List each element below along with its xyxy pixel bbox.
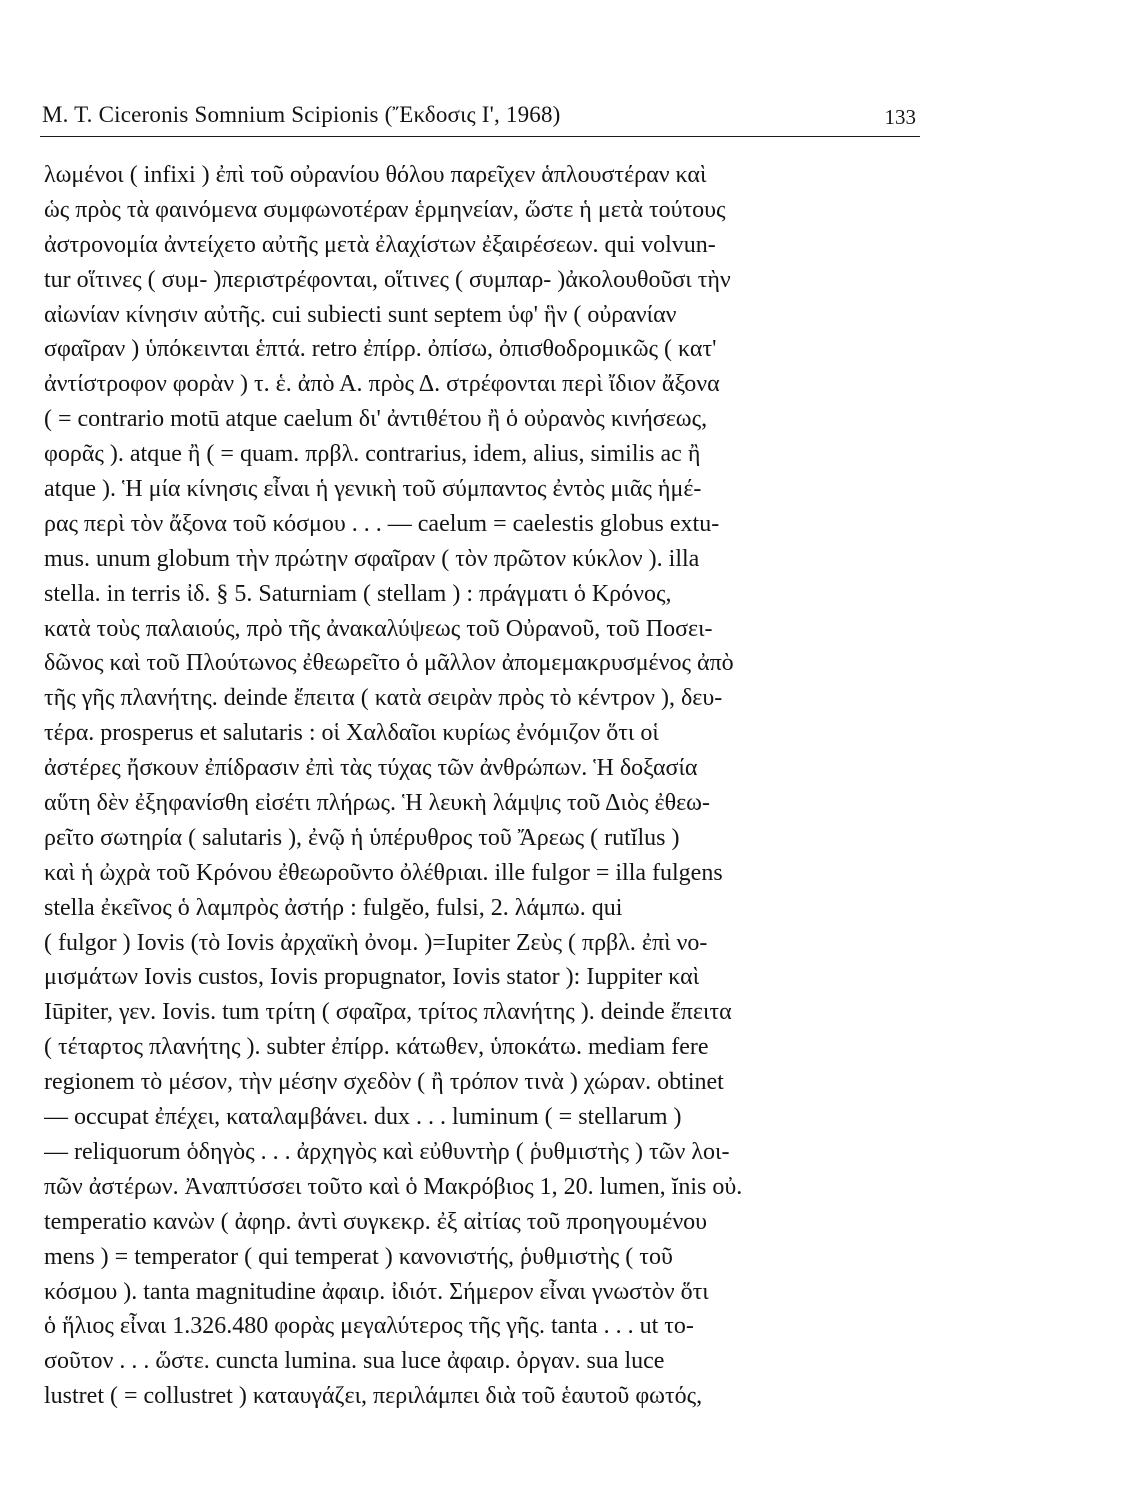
text-line: ( = contrario motū atque caelum δι' ἀντιθέτου ἢ ὁ οὐρανὸς κινήσεως, [44,406,708,433]
text-line: δῶνος καὶ τοῦ Πλούτωνος ἐθεωρεῖτο ὁ μᾶλλον ἀπομεμακρυσμένος ἀπὸ [44,650,734,677]
text-line: stella. in terris ἰδ. § 5. Saturniam ( stellam ) : πράγματι ὁ Κρόνος, [44,580,672,607]
text-line: αὕτη δὲν ἐξηφανίσθη εἰσέτι πλήρως. Ἡ λευκὴ λάμψις τοῦ Διὸς ἐθεω- [44,790,710,817]
text-line: τέρα. prosperus et salutaris : οἱ Χαλδαῖοι κυρίως ἐνόμιζον ὅτι οἱ [44,720,659,747]
text-line: mus. unum globum τὴν πρώτην σφαῖραν ( τὸν πρῶτον κύκλον ). illa [44,545,700,572]
text-line: ἀντίστροφον φορὰν ) τ. ἑ. ἀπὸ Α. πρὸς Δ. στρέφονται περὶ ἴδιον ἄξονα [44,371,720,398]
text-line: ρεῖτο σωτηρία ( salutaris ), ἐνῷ ἡ ὑπέρυθρος τοῦ Ἄρεως ( rutĭlus ) [44,824,680,851]
text-line: — occupat ἐπέχει, καταλαμβάνει. dux . . . luminum ( = stellarum ) [44,1104,682,1131]
page-number: 133 [884,105,916,129]
commentary-text [44,158,924,1414]
text-line: σοῦτον . . . ὥστε. cuncta lumina. sua luce ἀφαιρ. ὀργαν. sua luce [44,1348,665,1375]
text-line: stella ἐκεῖνος ὁ λαμπρὸς ἀστήρ : fulgĕo, fulsi, 2. λάμπω. qui [44,894,623,921]
text-line: ἀστέρες ἤσκουν ἐπίδρασιν ἐπὶ τὰς τύχας τῶν ἀνθρώπων. Ἡ δοξασία [44,755,698,782]
text-line: regionem τὸ μέσον, τὴν μέσην σχεδὸν ( ἢ τρόπον τινὰ ) χώραν. obtinet [44,1069,724,1096]
text-line: φορᾶς ). atque ἢ ( = quam. πρβλ. contrarius, idem, alius, similis ac ἢ [44,441,701,468]
text-line: ἀστρονομία ἀντείχετο αὐτῆς μετὰ ἐλαχίστων ἐξαιρέσεων. qui volvun- [44,231,716,258]
text-line: ( τέταρτος πλανήτης ). subter ἐπίρρ. κάτωθεν, ὑποκάτω. mediam fere [44,1034,709,1061]
text-line: atque ). Ἡ μία κίνησις εἶναι ἡ γενικὴ τοῦ σύμπαντος ἐντὸς μιᾶς ἡμέ- [44,476,702,503]
text-line: ρας περὶ τὸν ἄξονα τοῦ κόσμου . . . — caelum = caelestis globus extu- [44,510,720,537]
text-line: Iūpiter, γεν. Iovis. tum τρίτη ( σφαῖρα, τρίτος πλανήτης ). deinde ἔπειτα [44,999,732,1026]
text-line: μισμάτων Iovis custos, Iovis propugnator, Iovis stator ): Iuppiter καὶ [44,964,700,991]
text-line: τῆς γῆς πλανήτης. deinde ἔπειτα ( κατὰ σειρὰν πρὸς τὸ κέντρον ), δευ- [44,685,723,712]
text-line: ὡς πρὸς τὰ φαινόμενα συμφωνοτέραν ἑρμηνείαν, ὥστε ἡ μετὰ τούτους [44,196,726,223]
text-line: tur οἵτινες ( συμ- )περιστρέφονται, οἵτινες ( συμπαρ- )ἀκολουθοῦσι τὴν [44,266,731,293]
text-line: σφαῖραν ) ὑπόκεινται ἑπτά. retro ἐπίρρ. ὀπίσω, ὀπισθοδρομικῶς ( κατ' [44,336,717,363]
text-line: αἰωνίαν κίνησιν αὐτῆς. cui subiecti sunt septem ὑφ' ἣν ( οὐρανίαν [44,301,677,328]
text-line: — reliquorum ὁδηγὸς . . . ἀρχηγὸς καὶ εὐθυντὴρ ( ῥυθμιστὴς ) τῶν λοι- [44,1138,730,1165]
text-line: λωμένοι ( infixi ) ἐπὶ τοῦ οὐρανίου θόλου παρεῖχεν ἁπλουστέραν καὶ [44,162,707,188]
text-line: κόσμου ). tanta magnitudine ἀφαιρ. ἰδιότ. Σήμερον εἶναι γνωστὸν ὅτι [44,1278,709,1305]
text-line: ὁ ἥλιος εἶναι 1.326.480 φορὰς μεγαλύτερος τῆς γῆς. tanta . . . ut το- [44,1313,694,1340]
text-line: πῶν ἀστέρων. Ἀναπτύσσει τοῦτο καὶ ὁ Μακρόβιος 1, 20. lumen, ĭnis οὐ. [44,1173,743,1200]
text-line: ( fulgor ) Iovis (τὸ Iovis ἀρχαϊκὴ ὀνομ. )=Iupiter Ζεὺς ( πρβλ. ἐπὶ νο- [44,929,708,956]
running-header [40,96,920,137]
text-line: mens ) = temperator ( qui temperat ) κανονιστής, ῥυθμιστὴς ( τοῦ [44,1243,673,1270]
text-line: κατὰ τοὺς παλαιούς, πρὸ τῆς ἀνακαλύψεως τοῦ Οὐρανοῦ, τοῦ Ποσει- [44,615,713,642]
text-line: temperatio κανὼν ( ἀφηρ. ἀντὶ συγκεκρ. ἐξ αἰτίας τοῦ προηγουμένου [44,1208,708,1235]
running-title: M. T. Ciceronis Somnium Scipionis (Ἔκδοσις I', 1968) [42,102,561,127]
text-line: lustret ( = collustret ) καταυγάζει, περιλάμπει διὰ τοῦ ἑαυτοῦ φωτός, [44,1383,703,1410]
text-line: καὶ ἡ ὠχρὰ τοῦ Κρόνου ἐθεωροῦντο ὀλέθριαι. ille fulgor = illa fulgens [44,859,723,886]
